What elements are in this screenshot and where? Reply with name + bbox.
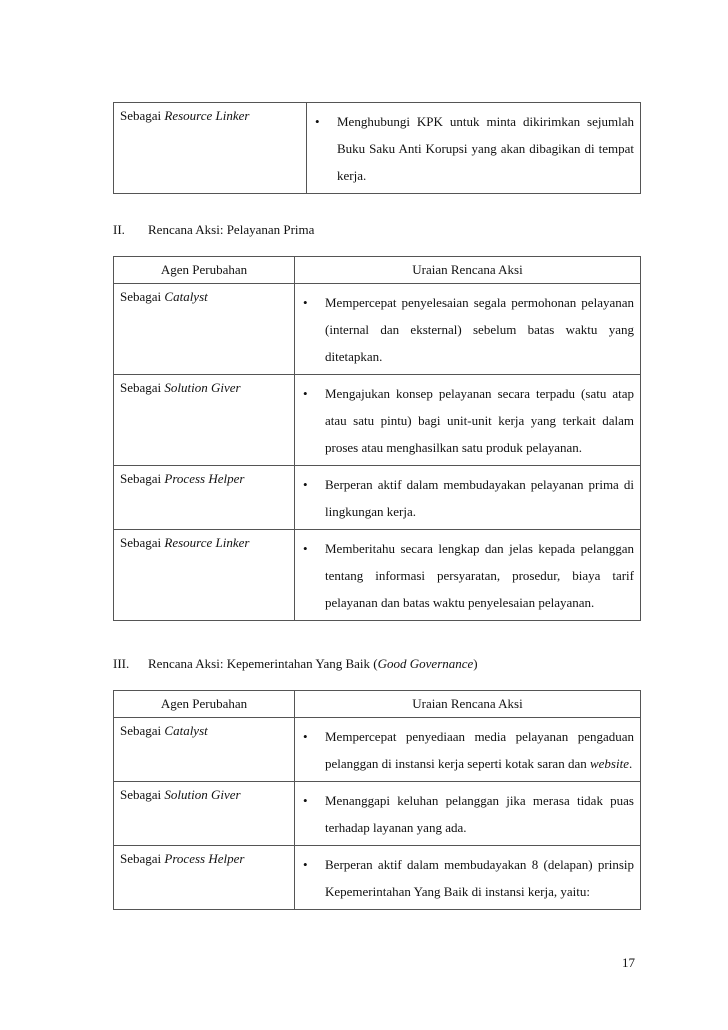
table-pelayanan-prima <box>113 256 641 621</box>
section-heading-3 <box>113 656 478 672</box>
bullet-icon: • <box>303 857 308 872</box>
section-heading-2 <box>113 222 314 238</box>
agent-cell: Sebagai Resource Linker <box>114 103 307 194</box>
bullet-icon: • <box>303 386 308 401</box>
section-title: Rencana Aksi: Kepemerintahan Yang Baik (Good Governance) <box>148 656 478 671</box>
description-text: Mengajukan konsep pelayanan secara terpadu (satu atap atau satu pintu) bagi unit-unit kerja yang terkait dalam proses atau menghasilkan satu produk pelayanan. <box>325 386 634 455</box>
bullet-icon: • <box>303 793 308 808</box>
table-row <box>114 846 641 910</box>
bullet-icon: • <box>303 295 308 310</box>
table-row <box>114 782 641 846</box>
bullet-icon: • <box>315 114 320 129</box>
column-header-agent: Agen Perubahan <box>114 691 295 718</box>
description-cell <box>295 466 641 530</box>
description-text: Menghubungi KPK untuk minta dikirimkan sejumlah Buku Saku Anti Korupsi yang akan dibagikan di tempat kerja. <box>337 114 634 183</box>
table-row <box>114 103 641 194</box>
table-row <box>114 284 641 375</box>
agent-cell: Sebagai Process Helper <box>114 846 295 910</box>
table-row <box>114 530 641 621</box>
page-number: 17 <box>622 955 635 970</box>
table-good-governance <box>113 690 641 910</box>
table-header-row <box>114 691 641 718</box>
description-text: Berperan aktif dalam membudayakan pelayanan prima di lingkungan kerja. <box>325 477 634 519</box>
description-cell <box>295 782 641 846</box>
description-cell <box>295 718 641 782</box>
table-top-continuation <box>113 102 641 194</box>
agent-cell: Sebagai Process Helper <box>114 466 295 530</box>
bullet-icon: • <box>303 477 308 492</box>
column-header-description: Uraian Rencana Aksi <box>295 257 641 284</box>
description-cell <box>295 375 641 466</box>
description-text: Mempercepat penyelesaian segala permohonan pelayanan (internal dan eksternal) sebelum batas waktu yang ditetapkan. <box>325 295 634 364</box>
description-text: Memberitahu secara lengkap dan jelas kepada pelanggan tentang informasi persyaratan, prosedur, biaya tarif pelayanan dan batas waktu penyelesaian pelayanan. <box>325 541 634 610</box>
bullet-icon: • <box>303 541 308 556</box>
column-header-agent: Agen Perubahan <box>114 257 295 284</box>
table-row <box>114 718 641 782</box>
agent-cell: Sebagai Solution Giver <box>114 375 295 466</box>
section-number: II. <box>113 222 125 237</box>
table-row <box>114 375 641 466</box>
column-header-description: Uraian Rencana Aksi <box>295 691 641 718</box>
section-title: Rencana Aksi: Pelayanan Prima <box>148 222 315 237</box>
description-cell <box>295 284 641 375</box>
agent-cell: Sebagai Resource Linker <box>114 530 295 621</box>
description-text: Berperan aktif dalam membudayakan 8 (delapan) prinsip Kepemerintahan Yang Baik di instansi kerja, yaitu: <box>325 857 634 899</box>
table-row <box>114 466 641 530</box>
description-cell <box>307 103 641 194</box>
agent-cell: Sebagai Solution Giver <box>114 782 295 846</box>
bullet-icon: • <box>303 729 308 744</box>
agent-cell: Sebagai Catalyst <box>114 718 295 782</box>
description-cell <box>295 846 641 910</box>
section-number: III. <box>113 656 130 671</box>
table-header-row <box>114 257 641 284</box>
description-text: Menanggapi keluhan pelanggan jika merasa tidak puas terhadap layanan yang ada. <box>325 793 634 835</box>
agent-cell: Sebagai Catalyst <box>114 284 295 375</box>
description-cell <box>295 530 641 621</box>
description-text: Mempercepat penyediaan media pelayanan pengaduan pelanggan di instansi kerja seperti kotak saran dan website. <box>325 729 634 771</box>
